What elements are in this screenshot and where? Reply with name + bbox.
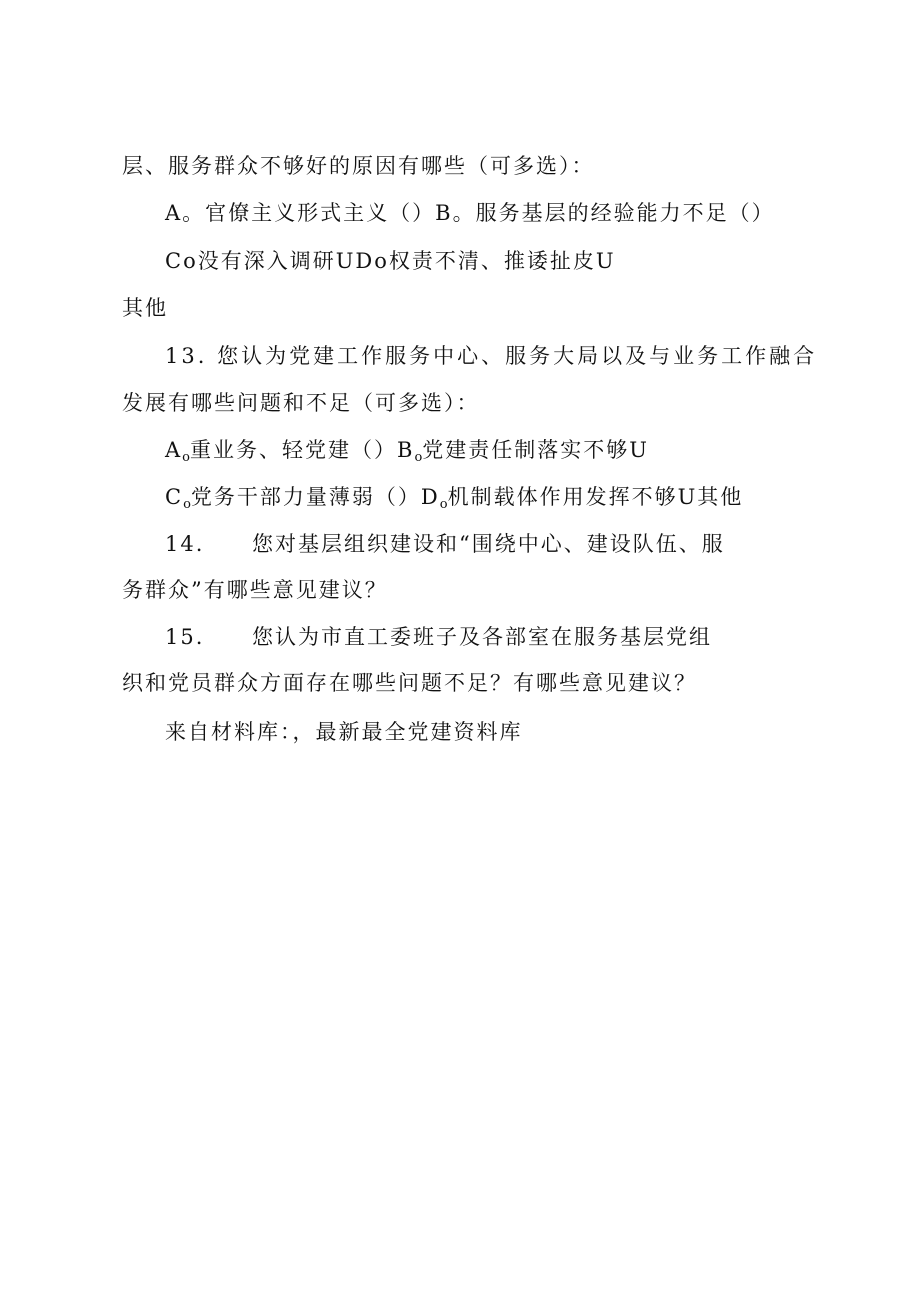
q13-question-line-1 <box>165 342 817 370</box>
source-note: 来自材料库：，最新最全党建资料库 <box>165 720 523 744</box>
q13-option-b-letter: B <box>397 438 415 462</box>
q12-options-a-b: A。官僚主义形式主义（）B。服务基层的经验能力不足（） <box>165 201 775 225</box>
q13-option-a-text: 重业务、轻党建（） <box>190 438 397 462</box>
q12-options-c-d: Co没有深入调研UDo权责不清、推诿扯皮U <box>165 249 616 273</box>
q13-number: 13. <box>165 344 208 368</box>
q13-option-d-sub: o <box>439 497 448 512</box>
q13-option-a-letter: A <box>165 438 183 462</box>
q15-number: 15. <box>165 625 205 649</box>
q14-question-line-2: 务群众”有哪些意见建议？ <box>122 578 388 602</box>
q12-question-tail: 层、服务群众不够好的原因有哪些（可多选）： <box>122 154 595 178</box>
q13-option-a-sub: o <box>182 450 190 465</box>
q15-question-line-1 <box>165 623 712 651</box>
q13-option-b-sub: o <box>414 450 423 465</box>
q13-option-c-text: 党务干部力量薄弱（） <box>190 485 421 509</box>
q13-options-c-d <box>165 483 743 519</box>
q13-option-b-text: 党建责任制落实不够U <box>422 438 649 462</box>
q13-question-line-2: 发展有哪些问题和不足（可多选）： <box>122 391 480 415</box>
q15-text-1: 您认为市直工委班子及各部室在服务基层党组 <box>252 625 712 649</box>
q14-question-line-1 <box>165 530 725 558</box>
q13-option-d-letter: D <box>420 485 440 509</box>
q15-question-line-2: 织和党员群众方面存在哪些问题不足？有哪些意见建议？ <box>122 671 697 695</box>
q13-option-c-sub: o <box>183 497 191 512</box>
q13-option-d-text: 机制载体作用发挥不够U其他 <box>447 485 744 509</box>
q12-option-other: 其他 <box>122 296 168 320</box>
q13-option-c-letter: C <box>165 485 184 509</box>
q14-number: 14. <box>165 532 205 556</box>
q14-text-1: 您对基层组织建设和“围绕中心、建设队伍、服 <box>252 532 725 556</box>
q13-text-1: 您认为党建工作服务中心、服务大局以及与业务工作融合 <box>217 344 818 368</box>
q13-options-a-b <box>165 436 649 472</box>
